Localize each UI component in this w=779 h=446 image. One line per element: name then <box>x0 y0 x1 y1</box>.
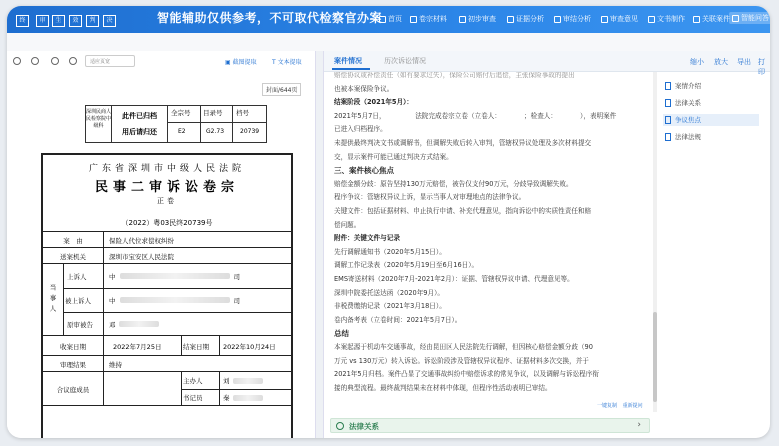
archive-stamp <box>85 105 267 143</box>
outline-item-laws[interactable]: 法律法规 <box>663 131 759 143</box>
summary-line: 附件：关键文件与记录 <box>334 234 400 243</box>
stamp-value: 20739 <box>240 128 260 135</box>
summary-line: 已进入归档程序。 <box>334 125 387 134</box>
cover-title: 民事二审诉讼卷宗 <box>94 180 239 195</box>
legal-relation-label: 法律关系 <box>349 422 379 431</box>
summary-line: 结案阶段（2021年5月）： <box>334 98 413 107</box>
value: 刘 <box>223 377 230 385</box>
scale-icon <box>336 422 344 430</box>
nav-document-drafting[interactable]: 文书制作 <box>648 14 685 24</box>
chart-icon <box>507 16 514 23</box>
doc-icon <box>665 116 671 124</box>
page-count: 封面/644页 <box>262 83 301 96</box>
label: 合议庭成员 <box>56 385 90 394</box>
summary-line: 未提供最终判决文书或调解书，但调解失败后转入审判，管辖权异议处理及多次材料提交 <box>334 139 592 147</box>
active-tab-indicator <box>332 68 370 70</box>
summary-line: 三、案件核心焦点 <box>334 166 394 176</box>
summary-line: 偿问题。 <box>334 220 361 229</box>
document-viewer[interactable] <box>7 73 315 438</box>
row-case-cause <box>43 231 291 248</box>
label: 上诉人 <box>67 272 87 281</box>
analysis-icon <box>554 16 561 23</box>
header-chip: 终 <box>16 15 29 27</box>
value: 保险人代位求偿权纠纷 <box>109 236 174 245</box>
nav-case-files[interactable]: 卷宗材料 <box>410 14 447 24</box>
case-cover <box>41 153 293 438</box>
panel-splitter[interactable] <box>315 51 324 438</box>
copy-link[interactable]: 一键复制 <box>597 403 618 409</box>
label: 收案日期 <box>60 342 86 351</box>
case-summary <box>334 72 654 412</box>
header-chip: 效 <box>69 15 82 27</box>
appellee-value <box>109 288 240 312</box>
summary-line: 也被本案保险争议。 <box>334 84 394 93</box>
doc-icon <box>665 82 671 90</box>
summary-line: EMS寄送材料（2020年7月-2021年2月）：证据、管辖权异议申请、代理意见等。 <box>334 275 574 283</box>
value: 维持 <box>109 360 122 369</box>
app-window <box>7 6 770 438</box>
label: 当事人 <box>48 284 57 316</box>
search-icon <box>459 16 466 23</box>
outline-item-legal-relation[interactable]: 法律关系 <box>663 97 759 109</box>
row-panel <box>43 371 291 406</box>
label: 书记员 <box>183 394 203 402</box>
value: 秦 <box>223 394 230 402</box>
zoom-out-button[interactable]: 缩小 <box>690 58 704 66</box>
row-result <box>43 355 291 372</box>
stamp-side-text: 深圳民商人民检察院中级科 <box>86 106 112 142</box>
answer-actions <box>597 402 643 409</box>
nav-evidence-analysis[interactable]: 证据分析 <box>507 14 544 24</box>
summary-line: 关键文件：包括证据材料、申止执行申请、补充代理意见，指向诉讼中的实质性责任和赔 <box>334 207 592 215</box>
zoom-in-icon[interactable] <box>69 57 77 65</box>
stamp-value: E2 <box>178 128 186 135</box>
summary-line: 2021年5月归档。案件凸显了交通事故纠纷中赔偿诉求的常见争议，以及调解与诉讼程序衔 <box>334 370 599 379</box>
label: 送案机关 <box>60 252 86 261</box>
value: 深圳市宝安区人民法院 <box>109 252 174 261</box>
stamp-header: 目录号 <box>203 109 223 117</box>
cover-subtitle: 正卷 <box>157 197 177 205</box>
summary-line: 万元 vs 130万元）转入诉讼。诉讼阶段涉及管辖权异议程序、证据材料多次交换，并于 <box>334 356 589 365</box>
summary-scrollbar[interactable] <box>653 72 657 412</box>
chat-icon <box>732 15 739 22</box>
case-number: （2022）粤03民终20739号 <box>121 219 213 227</box>
summary-line: 2021年5月7日， 法院完成卷宗立卷（立卷人： ；检查人： ），表明案件 <box>334 111 617 120</box>
value: 司 <box>233 296 240 305</box>
document-toolbar <box>7 51 317 74</box>
summary-line: 深圳中院委托送达函（2020年9月）。 <box>334 288 444 297</box>
original-value <box>109 312 159 336</box>
label: 结案日期 <box>183 342 209 351</box>
zoom-out-icon[interactable] <box>51 57 59 65</box>
nav-review-opinion[interactable]: 审查意见 <box>601 14 638 24</box>
text-icon: T <box>272 59 278 66</box>
stamp-main-text <box>112 106 168 142</box>
doc-icon <box>665 99 671 107</box>
label: 审理结果 <box>60 360 86 369</box>
scroll-thumb[interactable] <box>653 312 657 402</box>
doc-icon <box>665 133 671 141</box>
disclaimer-banner: 智能辅助仅供参考，不可取代检察官办案 <box>157 11 383 25</box>
value: 2022年7月25日 <box>113 342 162 351</box>
nav-home[interactable]: 首页 <box>379 14 402 24</box>
outline-item-dispute-focus[interactable]: 争议焦点 <box>663 114 759 126</box>
summary-line: 调解工作记录表（2020年5月19日至6月16日）。 <box>334 261 479 270</box>
comment-icon <box>601 16 608 23</box>
nav-smart-qa[interactable]: 智能问答 <box>729 12 770 24</box>
court-name: 广东省深圳市中级人民法院 <box>88 164 245 174</box>
link-icon <box>693 16 700 23</box>
home-icon <box>379 16 386 23</box>
header-chip: 审 <box>36 15 49 27</box>
document-icon <box>648 16 655 23</box>
stamp-header: 档号 <box>236 109 249 117</box>
stamp-main: 此件已归档 用后请归还 <box>122 112 157 136</box>
rotate-left-icon[interactable] <box>13 57 21 65</box>
outline-item-case-intro[interactable]: 案情介绍 <box>663 80 759 92</box>
print-button[interactable]: 打印 <box>758 58 765 76</box>
zoom-in-button[interactable]: 放大 <box>714 58 728 66</box>
presiding-value <box>223 372 263 389</box>
folder-icon <box>410 16 417 23</box>
re-ask-link[interactable]: 重新提问 <box>622 403 643 409</box>
row-extra <box>43 405 291 438</box>
value: 邓 <box>109 320 116 329</box>
stamp-index-table <box>168 106 266 142</box>
legal-relation-bar[interactable] <box>330 418 650 433</box>
header-chip: 决 <box>103 15 116 27</box>
row-origin <box>43 247 291 264</box>
chevron-right-icon: › <box>637 420 641 430</box>
rotate-right-icon[interactable] <box>31 57 39 65</box>
label: 主办人 <box>183 377 203 385</box>
value: 司 <box>233 272 240 281</box>
tab-case-info[interactable]: 案件情况 <box>334 57 362 65</box>
label: 案 由 <box>63 236 83 245</box>
crop-icon: ▣ <box>225 59 233 66</box>
nav-related-cases[interactable]: 关联案件 <box>693 14 730 24</box>
summary-line: 赔偿协议或补偿责任（如有要求过失），保险公司赔付后追偿，主张保险事故的提出 <box>334 72 575 79</box>
header-chip: 判 <box>86 15 99 27</box>
label: 被上诉人 <box>65 296 91 305</box>
summary-line: 本案起源于机动车交通事故，经由昆田区人民法院先行调解，但因核心赔偿金额分歧（90 <box>334 343 593 351</box>
row-parties <box>43 263 291 336</box>
label: 原审被告 <box>67 320 93 329</box>
value: 中 <box>109 296 116 305</box>
summary-line: 程序争议：管辖权异议上诉，显示当事人对审理地点的法律争议。 <box>334 193 526 202</box>
row-dates <box>43 335 291 356</box>
clerk-value <box>223 389 263 406</box>
summary-line: 接的典型流程。最终裁判结果未在材料中体现，但程序性活动表明已审结。 <box>334 383 552 392</box>
nav-preliminary-review[interactable]: 初步审查 <box>459 14 496 24</box>
capture-extract-button[interactable]: ▣ 截图提取 <box>225 59 257 66</box>
tab-litigation-history[interactable]: 历次诉讼情况 <box>384 57 426 65</box>
top-header <box>7 6 770 33</box>
zoom-select[interactable]: 适应页宽 <box>85 55 135 67</box>
value: 2022年10月24日 <box>223 342 276 351</box>
summary-line: 赔偿金额分歧：原告坚持130万元赔偿，被告仅支付90万元，分歧导致调解失败。 <box>334 179 573 188</box>
nav-conclusion-analysis[interactable]: 审结分析 <box>554 14 591 24</box>
stamp-header: 全宗号 <box>171 109 191 117</box>
summary-line: 非税费缴纳记录（2021年3月18日）。 <box>334 302 446 311</box>
summary-line: 交，显示案件可能已通过判决方式结案。 <box>334 152 453 161</box>
summary-line: 先行调解通知书（2020年5月15日）。 <box>334 247 446 256</box>
summary-line: 卷内备考表（立卷时间：2021年5月7日）。 <box>334 315 462 324</box>
stamp-value: G2.73 <box>206 128 225 135</box>
appellant-value <box>109 264 240 288</box>
summary-line: 总结 <box>334 329 349 339</box>
text-extract-button[interactable]: T 文本提取 <box>272 59 302 66</box>
value: 中 <box>109 272 116 281</box>
export-button[interactable]: 导出 <box>737 58 751 66</box>
header-chip: 生 <box>52 15 65 27</box>
